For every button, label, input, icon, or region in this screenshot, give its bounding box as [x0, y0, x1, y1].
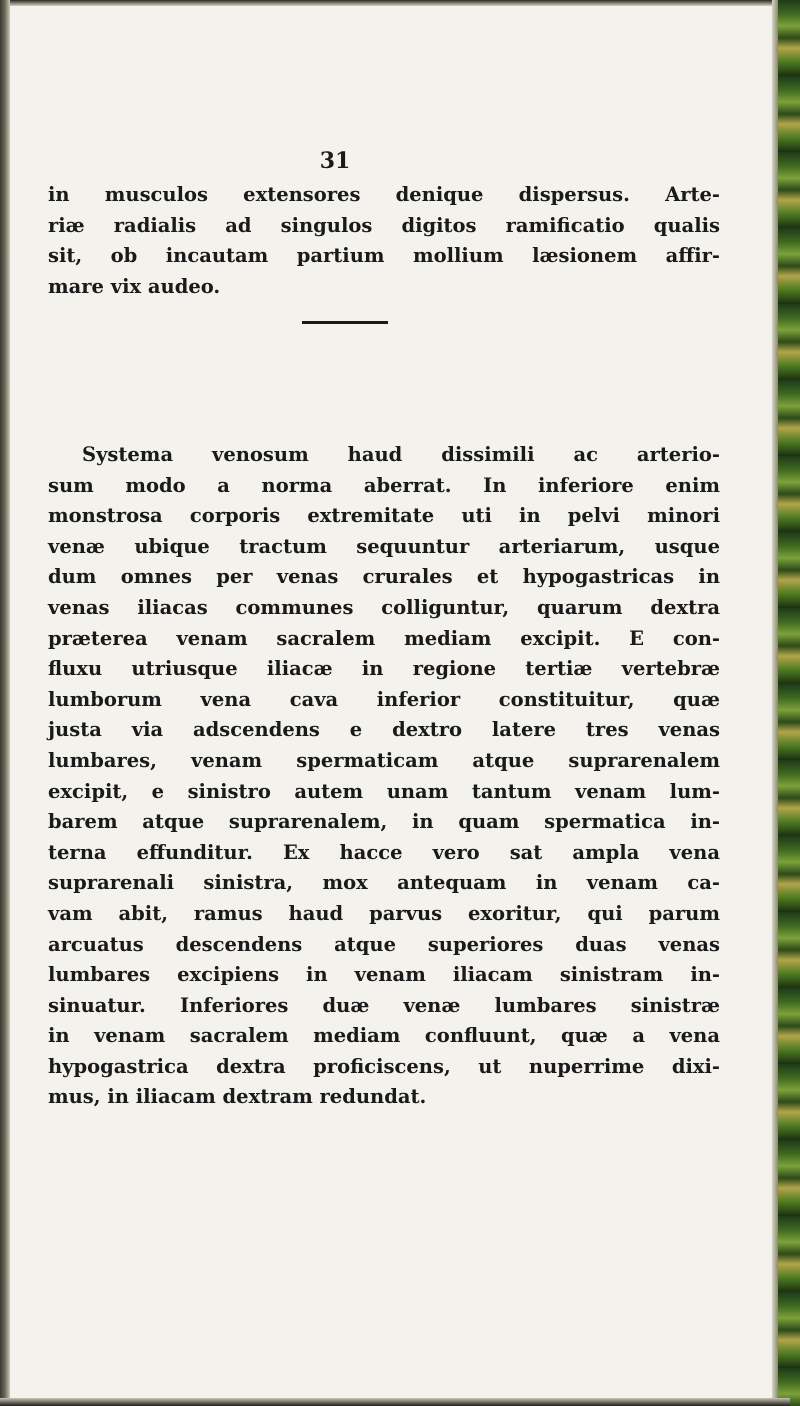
page-top-edge [0, 0, 800, 6]
text-line: sit, ob incautam partium mollium læsionem affir- [48, 244, 720, 268]
text-line: suprarenali sinistra, mox antequam in venam ca- [48, 871, 720, 895]
text-line: venæ ubique tractum sequuntur arteriarum, usque [48, 534, 720, 558]
book-edge-right [778, 0, 800, 1406]
page-bottom-edge [0, 1398, 790, 1406]
text-line: lumborum vena cava inferior constituitur, quæ [48, 687, 720, 711]
text-line: venas iliacas communes colliguntur, quarum dextra [48, 595, 720, 619]
text-line: fluxu utriusque iliacæ in regione tertiæ vertebræ [48, 657, 720, 681]
page-number: 31 [319, 148, 351, 174]
text-line: præterea venam sacralem mediam excipit. E con- [48, 626, 720, 650]
text-line: vam abit, ramus haud parvus exoritur, qui parum [48, 901, 720, 925]
text-line: Systema venosum haud dissimili ac arterio- [82, 443, 720, 466]
binding-edge [0, 0, 10, 1406]
text-line: barem atque suprarenalem, in quam spermatica in- [48, 810, 720, 834]
section-separator [302, 321, 388, 324]
text-line: riæ radialis ad singulos digitos ramificatio qualis [48, 213, 720, 237]
text-line: mare vix audeo. [48, 274, 221, 298]
text-line: terna effunditur. Ex hacce vero sat ampla vena [48, 840, 720, 864]
text-line: sum modo a norma aberrat. In inferiore enim [48, 473, 720, 497]
paragraph-2 [48, 440, 720, 1113]
text-line: excipit, e sinistro autem unam tantum venam lum- [48, 779, 720, 803]
text-line: arcuatus descendens atque superiores duas venas [48, 932, 720, 956]
text-line: lumbares excipiens in venam iliacam sinistram in- [48, 963, 720, 987]
text-line: dum omnes per venas crurales et hypogastricas in [48, 565, 720, 589]
text-line: in musculos extensores denique dispersus. Arte- [48, 183, 720, 206]
text-line: mus, in iliacam dextram redundat. [48, 1085, 427, 1109]
text-line: lumbares, venam spermaticam atque suprarenalem [48, 748, 720, 772]
paragraph-1 [48, 180, 720, 302]
text-line: hypogastrica dextra proficiscens, ut nuperrime dixi- [48, 1054, 720, 1078]
text-line: in venam sacralem mediam confluunt, quæ a vena [48, 1024, 720, 1048]
text-line: sinuatur. Inferiores duæ venæ lumbares sinistræ [48, 993, 720, 1017]
text-line: justa via adscendens e dextro latere tres venas [48, 718, 720, 742]
text-line: monstrosa corporis extremitate uti in pelvi minori [48, 504, 720, 528]
